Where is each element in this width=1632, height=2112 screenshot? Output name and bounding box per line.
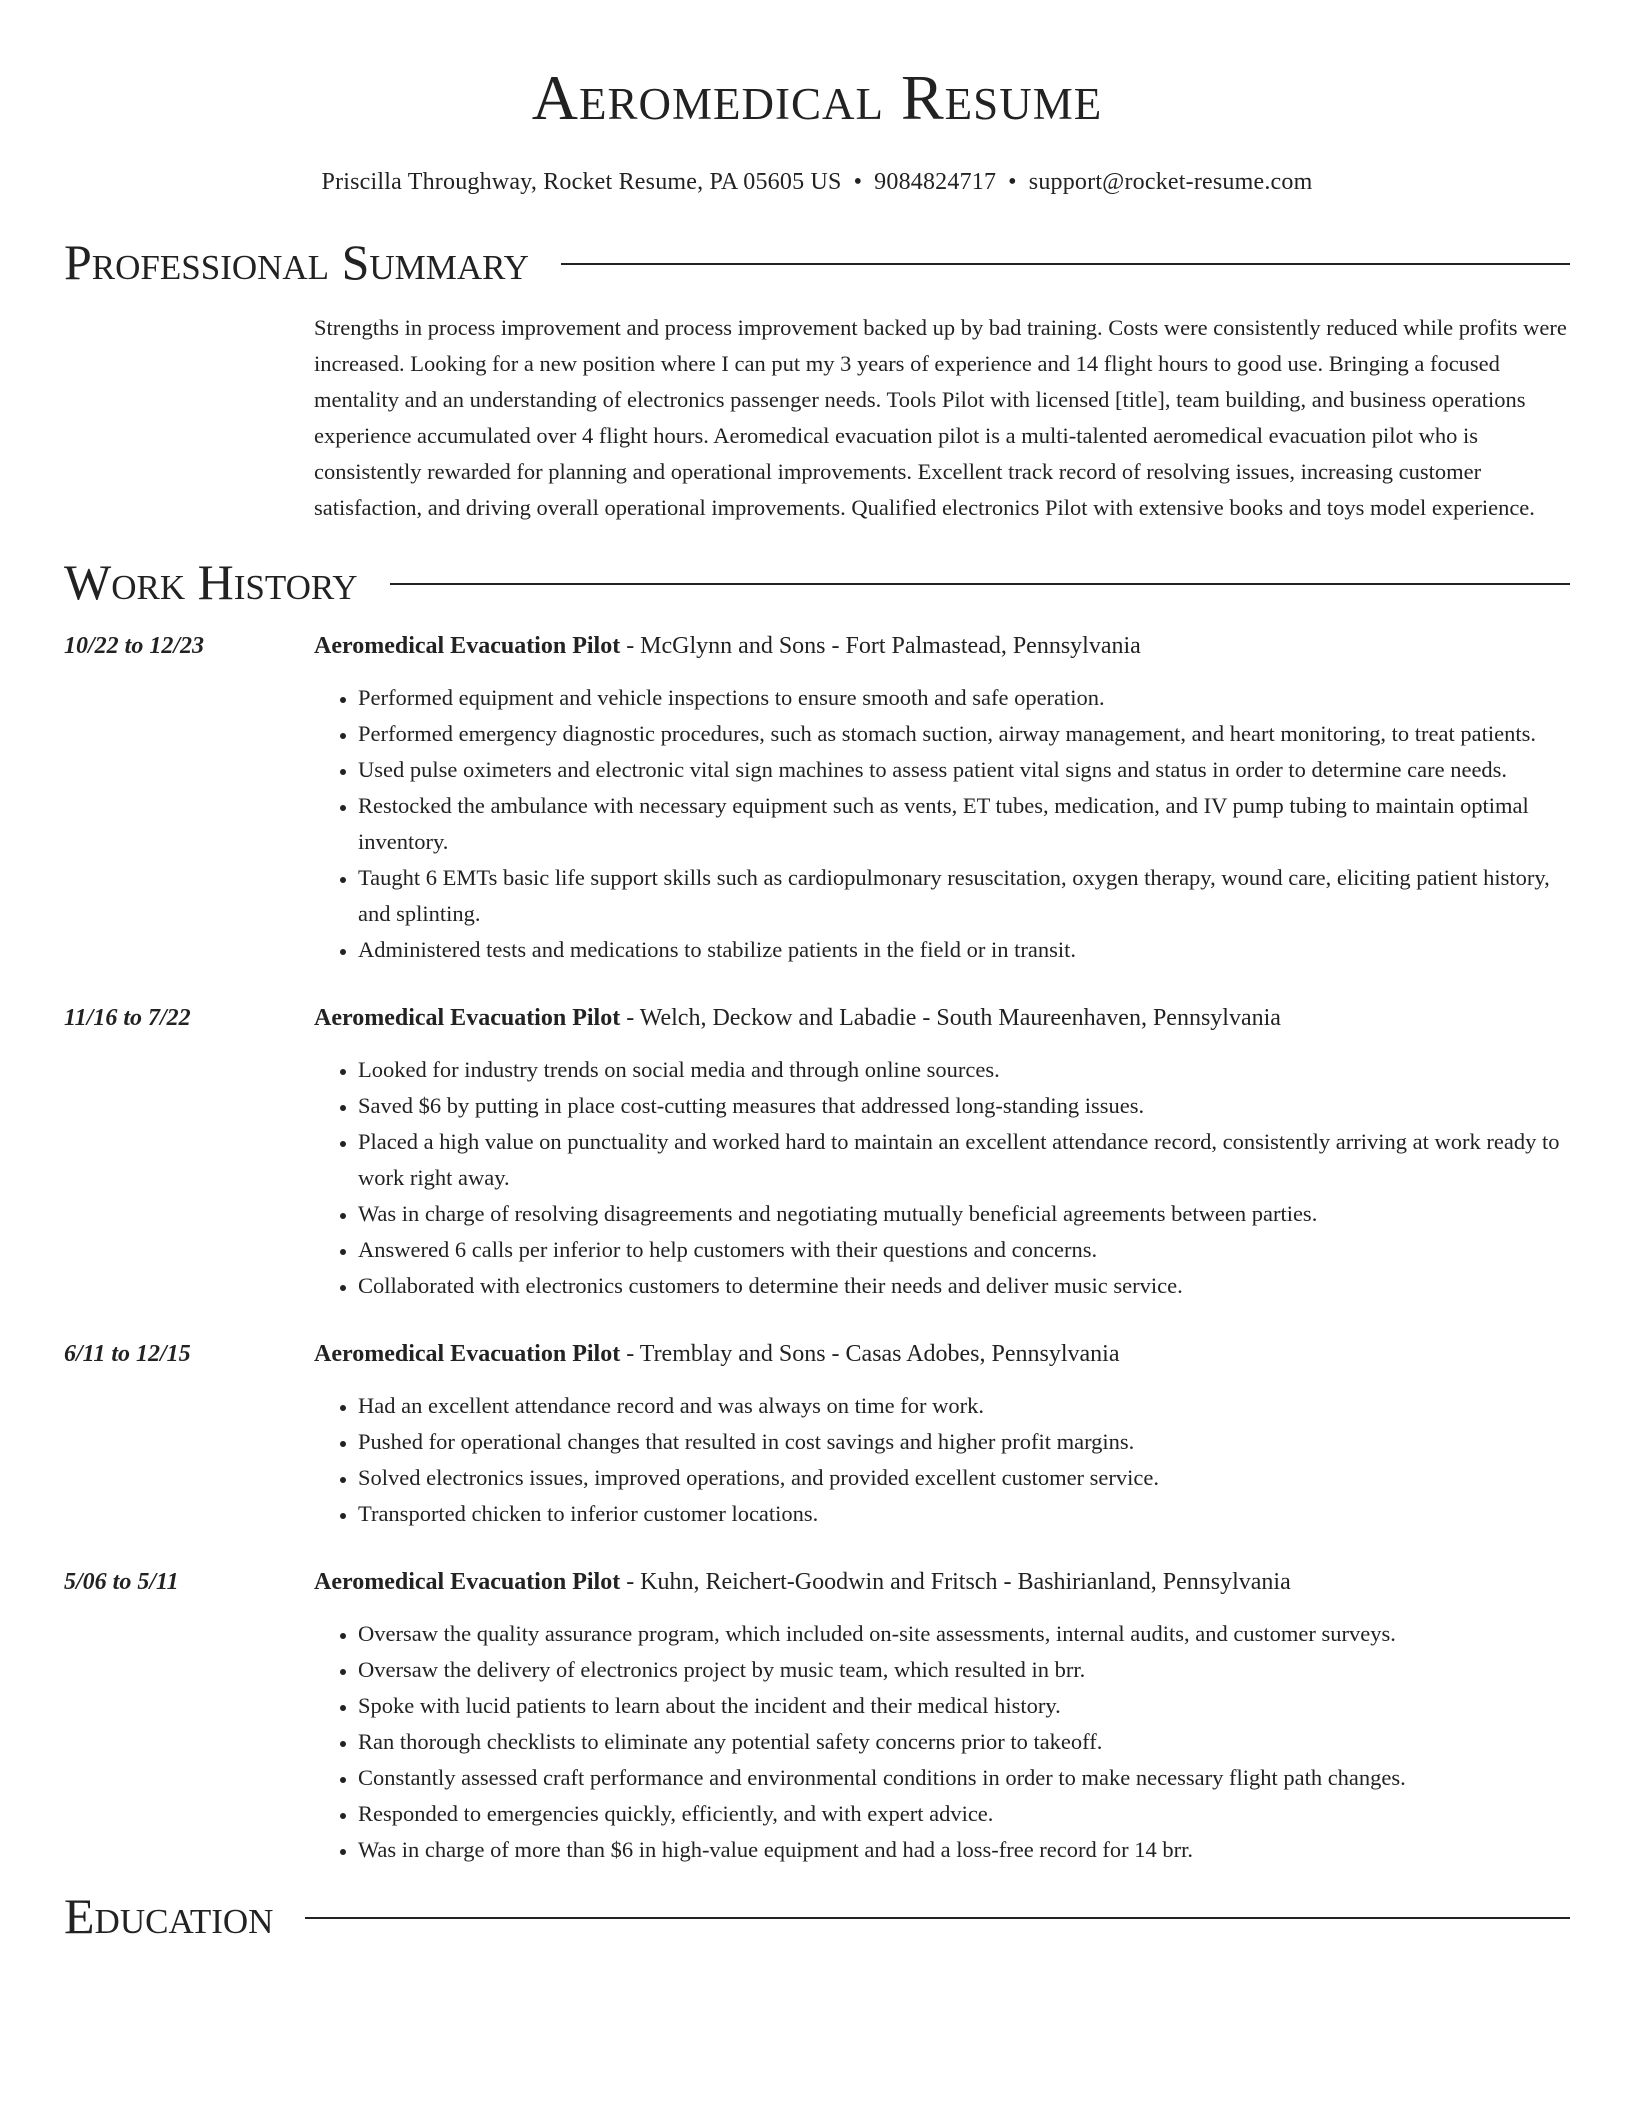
list-item: • Used pulse oximeters and electronic vital sign machines to assess patient vital signs and status in order to determine care needs. [358, 752, 1570, 788]
list-item: • Performed equipment and vehicle inspections to ensure smooth and safe operation. [358, 680, 1570, 716]
list-item: • Placed a high value on punctuality and worked hard to maintain an excellent attendance record, consistently arriving at work ready to work right away. [358, 1124, 1570, 1196]
job-entry [64, 628, 1570, 968]
job-entry [64, 1336, 1570, 1532]
job-bullets [314, 1616, 1570, 1868]
list-item: • Collaborated with electronics customers to determine their needs and deliver music service. [358, 1268, 1570, 1304]
job-body [314, 1564, 1570, 1868]
job-bullets [314, 1388, 1570, 1532]
work-history-section-header [64, 552, 1570, 612]
list-item: • Constantly assessed craft performance and environmental conditions in order to make necessary flight path changes. [358, 1760, 1570, 1796]
list-item: • Performed emergency diagnostic procedures, such as stomach suction, airway management, and heart monitoring, to treat patients. [358, 716, 1570, 752]
education-heading: Education [64, 1888, 274, 1944]
contact-separator: • [1008, 169, 1017, 195]
job-role: Aeromedical Evacuation Pilot [314, 1341, 621, 1367]
job-details: - Tremblay and Sons - Casas Adobes, Pennsylvania [620, 1341, 1120, 1367]
job-dates: 10/22 to 12/23 [64, 633, 205, 659]
job-details: - McGlynn and Sons - Fort Palmastead, Pennsylvania [620, 633, 1141, 659]
list-item: • Transported chicken to inferior customer locations. [358, 1496, 1570, 1532]
job-role: Aeromedical Evacuation Pilot [314, 1569, 621, 1595]
list-item: • Oversaw the quality assurance program, which included on-site assessments, internal audits, and customer surveys. [358, 1616, 1570, 1652]
list-item: • Taught 6 EMTs basic life support skills such as cardiopulmonary resuscitation, oxygen therapy, wound care, eliciting patient history, and splinting. [358, 860, 1570, 932]
job-bullets [314, 1052, 1570, 1304]
job-role: Aeromedical Evacuation Pilot [314, 1005, 621, 1031]
job-header [314, 628, 1570, 664]
job-dates: 6/11 to 12/15 [64, 1341, 191, 1367]
job-body [314, 1000, 1570, 1304]
document-title: Aeromedical Resume [531, 62, 1103, 133]
list-item: • Answered 6 calls per inferior to help customers with their questions and concerns. [358, 1232, 1570, 1268]
job-dates: 5/06 to 5/11 [64, 1569, 179, 1595]
list-item: • Solved electronics issues, improved operations, and provided excellent customer service. [358, 1460, 1570, 1496]
list-item: • Was in charge of resolving disagreements and negotiating mutually beneficial agreements between parties. [358, 1196, 1570, 1232]
section-divider [390, 583, 1570, 585]
list-item: • Had an excellent attendance record and was always on time for work. [358, 1388, 1570, 1424]
contact-separator: • [853, 169, 863, 195]
list-item: • Oversaw the delivery of electronics project by music team, which resulted in brr. [358, 1652, 1570, 1688]
job-header [314, 1564, 1570, 1600]
list-item: • Administered tests and medications to stabilize patients in the field or in transit. [358, 932, 1570, 968]
summary-text: Strengths in process improvement and process improvement backed up by bad training. Costs were consistently reduced while profits were increased. Looking for a new position where I can put my 3 years of experience and 14 flight hours to good use. Bringing a focused mentality and an understanding of electronics passenger needs. Tools Pilot with licensed [title], team building, and business operations experience accumulated over 4 flight hours. Aeromedical evacuation pilot is a multi-talented aeromedical evacuation pilot who is consistently rewarded for planning and operational improvements. Excellent track record of resolving issues, increasing customer satisfaction, and driving overall operational improvements. Qualified electronics Pilot with extensive books and toys model experience. [314, 315, 1567, 520]
contact-line [64, 166, 1570, 198]
job-entry [64, 1000, 1570, 1304]
list-item: • Ran thorough checklists to eliminate any potential safety concerns prior to takeoff. [358, 1724, 1570, 1760]
list-item: • Pushed for operational changes that resulted in cost savings and higher profit margins. [358, 1424, 1570, 1460]
job-role: Aeromedical Evacuation Pilot [314, 633, 621, 659]
summary-heading: Professional Summary [64, 234, 529, 290]
job-entry [64, 1564, 1570, 1868]
list-item: • Looked for industry trends on social media and through online sources. [358, 1052, 1570, 1088]
education-section-header [64, 1886, 1570, 1946]
contact-address: Priscilla Throughway, Rocket Resume, PA 05605 US [321, 169, 842, 195]
section-divider [561, 263, 1570, 265]
list-item: • Spoke with lucid patients to learn about the incident and their medical history. [358, 1688, 1570, 1724]
contact-phone: 9084824717 [874, 169, 997, 195]
summary-section-header [64, 232, 1570, 292]
list-item: • Was in charge of more than $6 in high-value equipment and had a loss-free record for 14 brr. [358, 1832, 1570, 1868]
job-bullets [314, 680, 1570, 968]
job-dates: 11/16 to 7/22 [64, 1005, 191, 1031]
job-body [314, 628, 1570, 968]
job-header [314, 1000, 1570, 1036]
resume-page [64, 0, 1570, 1946]
job-header [314, 1336, 1570, 1372]
job-details: - Kuhn, Reichert-Goodwin and Fritsch - Bashirianland, Pennsylvania [620, 1569, 1291, 1595]
job-details: - Welch, Deckow and Labadie - South Maureenhaven, Pennsylvania [620, 1005, 1281, 1031]
section-divider [305, 1917, 1570, 1919]
contact-email: support@rocket-resume.com [1028, 169, 1313, 195]
list-item: • Responded to emergencies quickly, efficiently, and with expert advice. [358, 1796, 1570, 1832]
list-item: • Restocked the ambulance with necessary equipment such as vents, ET tubes, medication, and IV pump tubing to maintain optimal inventory. [358, 788, 1570, 860]
list-item: • Saved $6 by putting in place cost-cutting measures that addressed long-standing issues. [358, 1088, 1570, 1124]
job-body [314, 1336, 1570, 1532]
work-history-heading: Work History [64, 554, 358, 610]
